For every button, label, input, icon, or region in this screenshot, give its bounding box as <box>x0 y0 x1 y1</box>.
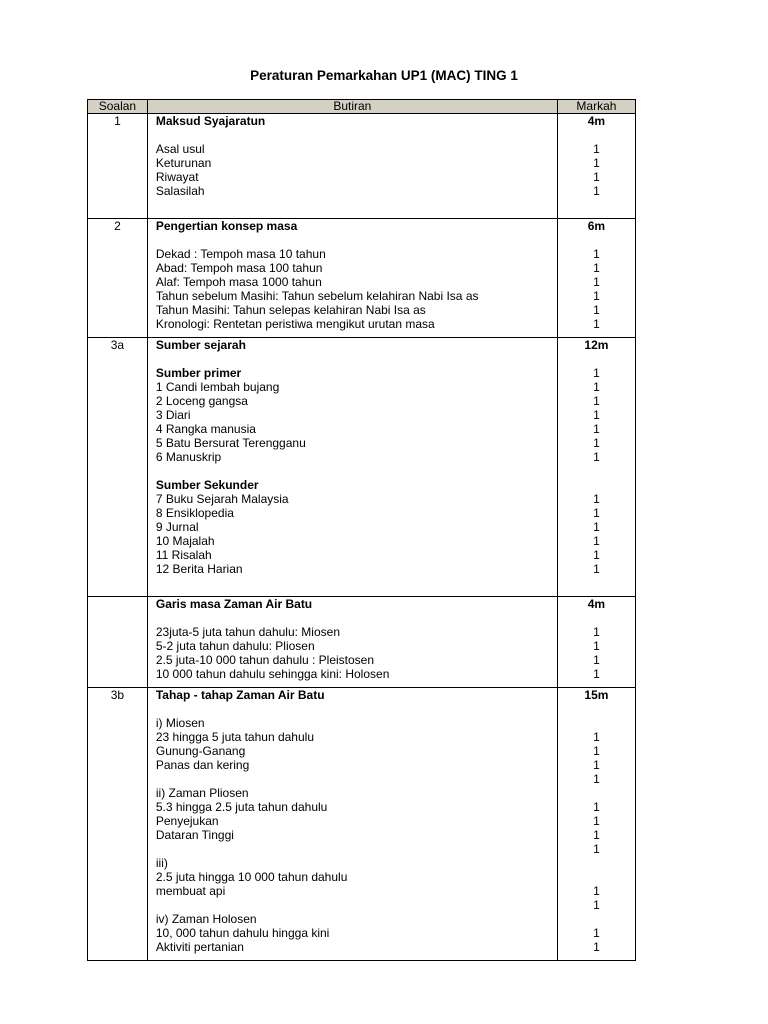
mark-value <box>558 576 635 590</box>
item-text: Salasilah <box>155 184 205 198</box>
mark-value: 1 <box>593 380 600 394</box>
item-text: iii) <box>155 856 168 870</box>
mark-value: 6m <box>587 219 606 233</box>
mark-value <box>558 856 635 870</box>
mark-value: 1 <box>593 534 600 548</box>
header-markah: Markah <box>557 100 635 114</box>
soalan-cell <box>88 597 148 688</box>
item-text: iv) Zaman Holosen <box>155 912 257 926</box>
butiran-cell <box>147 219 557 338</box>
mark-value: 1 <box>593 289 600 303</box>
item-text: 2.5 juta-10 000 tahun dahulu : Pleistosen <box>155 653 375 667</box>
mark-value: 1 <box>593 842 600 856</box>
item-text: 5 Batu Bersurat Terengganu <box>155 436 306 450</box>
mark-value: 1 <box>593 562 600 576</box>
item-text: Tahun sebelum Masihi: Tahun sebelum kelahiran Nabi Isa as <box>155 289 479 303</box>
mark-value: 4m <box>587 597 606 611</box>
item-text: 5.3 hingga 2.5 juta tahun dahulu <box>155 800 328 814</box>
mark-value: 1 <box>593 317 600 331</box>
section-heading: Pengertian konsep masa <box>155 219 298 233</box>
item-text <box>156 352 557 366</box>
marking-scheme-table <box>87 99 636 961</box>
section-heading: Maksud Syajaratun <box>155 114 266 128</box>
mark-value: 15m <box>584 688 609 702</box>
item-text: 10 Majalah <box>155 534 215 548</box>
markah-cell <box>557 114 635 219</box>
mark-value: 1 <box>593 394 600 408</box>
item-text: membuat api <box>155 884 226 898</box>
mark-value: 1 <box>593 142 600 156</box>
butiran-cell <box>147 338 557 597</box>
item-text: Alaf: Tempoh masa 1000 tahun <box>155 275 322 289</box>
item-text: 9 Jurnal <box>155 520 199 534</box>
item-text <box>156 611 557 625</box>
mark-value: 1 <box>593 940 600 954</box>
item-text: 5-2 juta tahun dahulu: Pliosen <box>155 639 315 653</box>
mark-value <box>558 716 635 730</box>
markah-cell <box>557 219 635 338</box>
mark-value <box>558 870 635 884</box>
item-text: Kronologi: Rentetan peristiwa mengikut urutan masa <box>155 317 435 331</box>
item-text: 23 hingga 5 juta tahun dahulu <box>155 730 314 744</box>
item-text <box>156 576 557 590</box>
item-text <box>156 772 557 786</box>
item-text: 10, 000 tahun dahulu hingga kini <box>155 926 330 940</box>
mark-value: 1 <box>593 758 600 772</box>
mark-value: 1 <box>593 366 600 380</box>
mark-value: 1 <box>593 667 600 681</box>
mark-value: 1 <box>593 898 600 912</box>
mark-value: 4m <box>587 114 606 128</box>
item-text: i) Miosen <box>155 716 205 730</box>
butiran-cell <box>147 688 557 961</box>
mark-value: 1 <box>593 275 600 289</box>
soalan-cell: 1 <box>88 114 148 219</box>
item-text: Abad: Tempoh masa 100 tahun <box>155 261 323 275</box>
mark-value: 1 <box>593 261 600 275</box>
section-heading: Sumber primer <box>155 366 242 380</box>
section-heading: Tahap - tahap Zaman Air Batu <box>155 688 325 702</box>
item-text: 4 Rangka manusia <box>155 422 256 436</box>
table-row <box>88 597 636 688</box>
item-text: Asal usul <box>155 142 205 156</box>
mark-value: 1 <box>593 520 600 534</box>
mark-value: 1 <box>593 303 600 317</box>
item-text <box>156 198 557 212</box>
mark-value <box>558 786 635 800</box>
item-text: Riwayat <box>155 170 199 184</box>
mark-value: 1 <box>593 744 600 758</box>
mark-value: 1 <box>593 772 600 786</box>
item-text <box>156 898 557 912</box>
mark-value <box>558 198 635 212</box>
table-header-row <box>88 100 636 114</box>
item-text: 12 Berita Harian <box>155 562 243 576</box>
mark-value: 1 <box>593 730 600 744</box>
item-text: 11 Risalah <box>155 548 212 562</box>
mark-value <box>558 478 635 492</box>
mark-value: 1 <box>593 625 600 639</box>
item-text: 2.5 juta hingga 10 000 tahun dahulu <box>155 870 348 884</box>
soalan-cell: 2 <box>88 219 148 338</box>
mark-value: 1 <box>593 436 600 450</box>
item-text: 6 Manuskrip <box>155 450 222 464</box>
mark-value: 1 <box>593 653 600 667</box>
item-text: Keturunan <box>155 156 212 170</box>
table-row <box>88 114 636 219</box>
mark-value: 12m <box>584 338 609 352</box>
page-title: Peraturan Pemarkahan UP1 (MAC) TING 1 <box>250 68 518 83</box>
butiran-cell <box>147 597 557 688</box>
table-row <box>88 338 636 597</box>
section-heading: Sumber sejarah <box>155 338 246 352</box>
item-text: Aktiviti pertanian <box>155 940 244 954</box>
mark-value: 1 <box>593 800 600 814</box>
mark-value: 1 <box>593 422 600 436</box>
mark-value <box>558 912 635 926</box>
mark-value: 1 <box>593 408 600 422</box>
item-text: 23juta-5 juta tahun dahulu: Miosen <box>155 625 340 639</box>
header-soalan: Soalan <box>88 100 148 114</box>
item-text: Gunung-Ganang <box>155 744 246 758</box>
table-row <box>88 219 636 338</box>
markah-cell <box>557 688 635 961</box>
mark-value: 1 <box>593 492 600 506</box>
item-text <box>156 233 557 247</box>
mark-value: 1 <box>593 548 600 562</box>
mark-value: 1 <box>593 828 600 842</box>
mark-value: 1 <box>593 184 600 198</box>
item-text <box>156 842 557 856</box>
mark-value <box>558 702 635 716</box>
mark-value <box>558 233 635 247</box>
item-text: Dataran Tinggi <box>155 828 234 842</box>
mark-value: 1 <box>593 884 600 898</box>
mark-value: 1 <box>593 814 600 828</box>
item-text: 10 000 tahun dahulu sehingga kini: Holosen <box>155 667 390 681</box>
item-text: 2 Loceng gangsa <box>155 394 248 408</box>
item-text: Dekad : Tempoh masa 10 tahun <box>155 247 326 261</box>
header-butiran: Butiran <box>147 100 557 114</box>
soalan-cell: 3a <box>88 338 148 597</box>
soalan-cell: 3b <box>88 688 148 961</box>
item-text <box>156 128 557 142</box>
mark-value <box>558 464 635 478</box>
item-text <box>156 464 557 478</box>
item-text: Panas dan kering <box>155 758 250 772</box>
mark-value: 1 <box>593 170 600 184</box>
table-row <box>88 688 636 961</box>
section-heading: Garis masa Zaman Air Batu <box>155 597 313 611</box>
item-text: 1 Candi lembah bujang <box>155 380 280 394</box>
item-text: Penyejukan <box>155 814 219 828</box>
mark-value: 1 <box>593 450 600 464</box>
mark-value: 1 <box>593 156 600 170</box>
item-text: 8 Ensiklopedia <box>155 506 234 520</box>
markah-cell <box>557 338 635 597</box>
mark-value <box>558 128 635 142</box>
mark-value: 1 <box>593 506 600 520</box>
mark-value: 1 <box>593 926 600 940</box>
butiran-cell <box>147 114 557 219</box>
section-heading: Sumber Sekunder <box>155 478 259 492</box>
item-text <box>156 702 557 716</box>
mark-value <box>558 352 635 366</box>
mark-value: 1 <box>593 247 600 261</box>
mark-value <box>558 611 635 625</box>
item-text: 7 Buku Sejarah Malaysia <box>155 492 289 506</box>
mark-value: 1 <box>593 639 600 653</box>
item-text: ii) Zaman Pliosen <box>155 786 249 800</box>
markah-cell <box>557 597 635 688</box>
item-text: Tahun Masihi: Tahun selepas kelahiran Nabi Isa as <box>155 303 426 317</box>
item-text: 3 Diari <box>155 408 191 422</box>
